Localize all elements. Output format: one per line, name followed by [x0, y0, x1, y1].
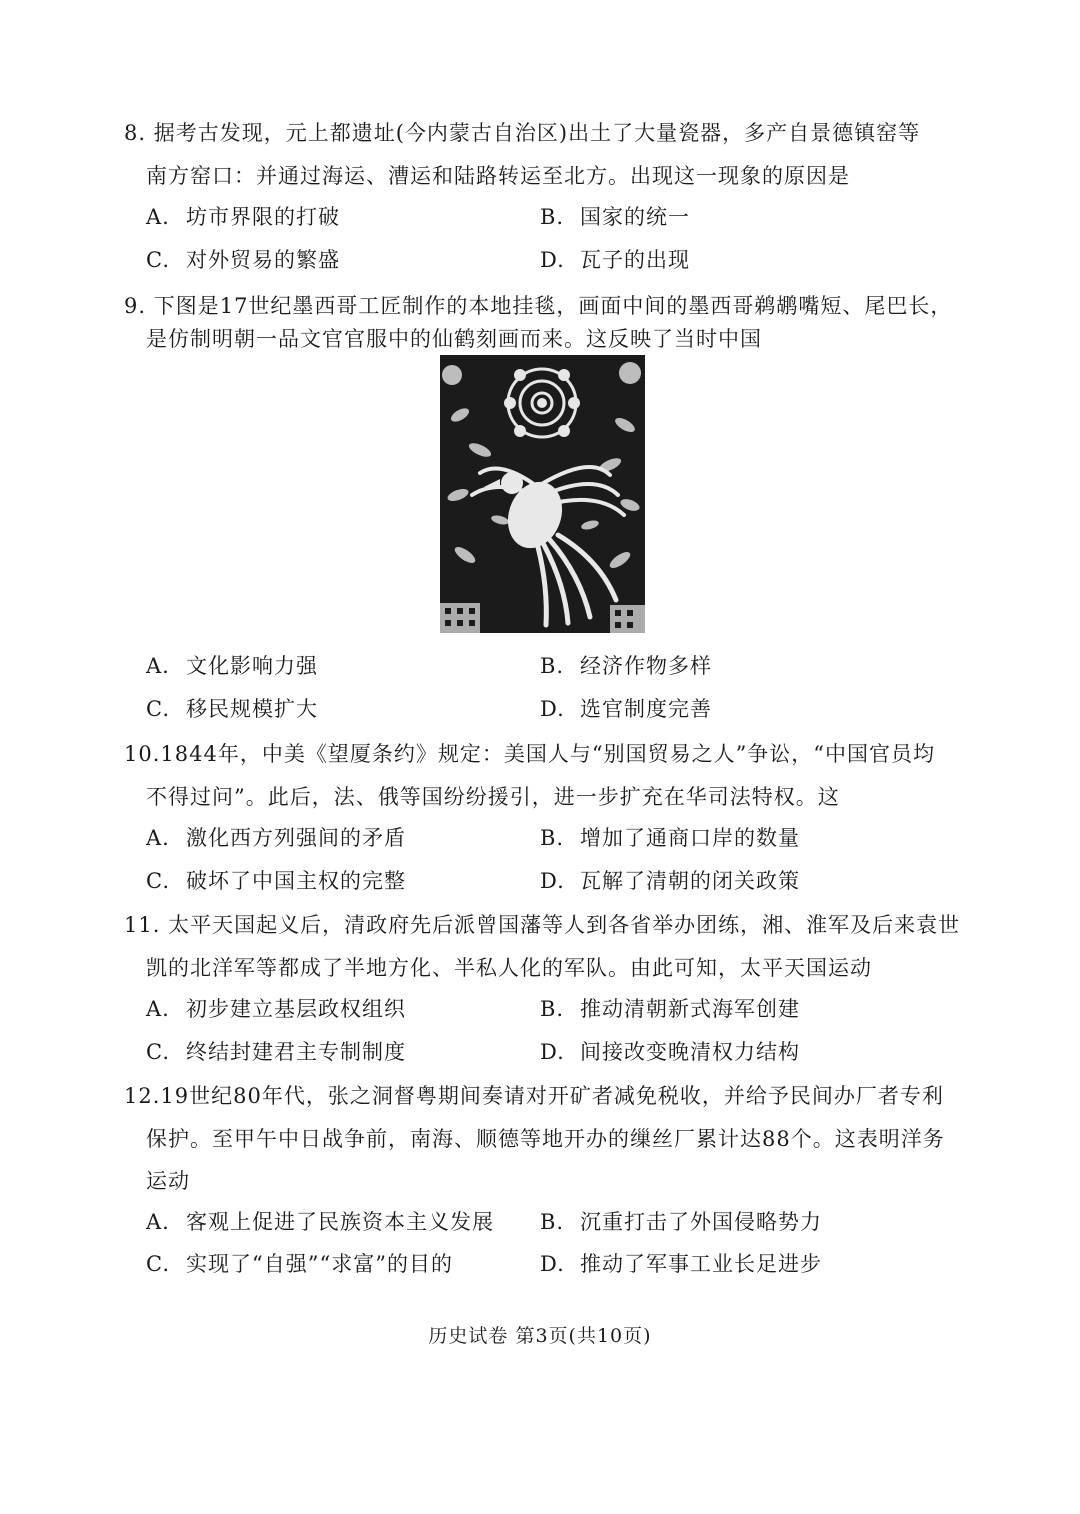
- q9-option-b: [540, 650, 712, 680]
- option-label: A.: [146, 997, 170, 1021]
- q8-option-d: [540, 244, 690, 274]
- option-text: 移民规模扩大: [186, 697, 318, 721]
- q11-option-a: [146, 993, 406, 1023]
- q12-option-b: [540, 1206, 822, 1236]
- q8-option-b: [540, 201, 690, 231]
- q10-option-d: [540, 865, 800, 895]
- q9-option-c: [146, 693, 318, 723]
- option-text: 瓦子的出现: [580, 248, 690, 272]
- q10-stem-line-1: 10.1844年，中美《望厦条约》规定：美国人与“别国贸易之人”争讼，“中国官员均: [124, 742, 936, 766]
- q12-stem-line-2: 保护。至甲午中日战争前，南海、顺德等地开办的缫丝厂累计达88个。这表明洋务: [146, 1127, 945, 1151]
- q9-stem-line-2: 是仿制明朝一品文官官服中的仙鹤刻画而来。这反映了当时中国: [146, 327, 762, 351]
- option-label: A.: [146, 1210, 170, 1234]
- option-text: 激化西方列强间的矛盾: [186, 826, 406, 850]
- option-text: 客观上促进了民族资本主义发展: [186, 1210, 494, 1234]
- option-text: 实现了“自强”“求富”的目的: [186, 1252, 453, 1276]
- option-label: C.: [146, 248, 170, 272]
- option-text: 沉重打击了外国侵略势力: [580, 1210, 822, 1234]
- option-text: 增加了通商口岸的数量: [580, 826, 800, 850]
- option-label: B.: [540, 997, 565, 1021]
- option-text: 间接改变晚清权力结构: [580, 1040, 800, 1064]
- q12-option-c: [146, 1248, 453, 1278]
- option-label: B.: [540, 205, 565, 229]
- option-text: 推动了军事工业长足进步: [580, 1252, 822, 1276]
- option-text: 对外贸易的繁盛: [186, 248, 340, 272]
- option-label: A.: [146, 826, 170, 850]
- option-label: C.: [146, 869, 170, 893]
- q10-option-a: [146, 822, 406, 852]
- option-label: D.: [540, 1040, 565, 1064]
- option-label: C.: [146, 1040, 170, 1064]
- q8-option-a: [146, 201, 340, 231]
- option-label: A.: [146, 205, 170, 229]
- page-footer: 历史试卷 第3页(共10页): [428, 1325, 652, 1347]
- q12-stem-line-3: 运动: [146, 1169, 190, 1193]
- q10-option-b: [540, 822, 800, 852]
- option-label: D.: [540, 248, 565, 272]
- q11-option-d: [540, 1036, 800, 1066]
- q11-stem-line-2: 凯的北洋军等都成了半地方化、半私人化的军队。由此可知，太平天国运动: [146, 956, 872, 980]
- option-label: D.: [540, 1252, 565, 1276]
- q11-option-c: [146, 1036, 406, 1066]
- option-label: A.: [146, 654, 170, 678]
- option-label: C.: [146, 697, 170, 721]
- option-text: 经济作物多样: [580, 654, 712, 678]
- q9-stem-line-1: 9. 下图是17世纪墨西哥工匠制作的本地挂毯，画面中间的墨西哥鹈鹕嘴短、尾巴长，: [124, 294, 953, 318]
- q9-option-d: [540, 693, 712, 723]
- q12-option-d: [540, 1248, 822, 1278]
- q9-option-a: [146, 650, 318, 680]
- q12-stem-line-1: 12.19世纪80年代，张之洞督粤期间奏请对开矿者减免税收，并给予民间办厂者专利: [124, 1084, 944, 1108]
- q11-stem-line-1: 11. 太平天国起义后，清政府先后派曾国藩等人到各省举办团练，湘、淮军及后来袁世: [124, 913, 961, 937]
- option-text: 坊市界限的打破: [186, 205, 340, 229]
- q8-stem-line-2: 南方窑口：并通过海运、漕运和陆路转运至北方。出现这一现象的原因是: [146, 164, 850, 188]
- q12-option-a: [146, 1206, 494, 1236]
- option-text: 初步建立基层政权组织: [186, 997, 406, 1021]
- option-text: 破坏了中国主权的完整: [186, 869, 406, 893]
- option-text: 推动清朝新式海军创建: [580, 997, 800, 1021]
- option-label: D.: [540, 697, 565, 721]
- option-label: B.: [540, 1210, 565, 1234]
- tapestry-image: [440, 355, 645, 633]
- option-text: 瓦解了清朝的闭关政策: [580, 869, 800, 893]
- q8-option-c: [146, 244, 340, 274]
- q10-stem-line-2: 不得过问”。此后，法、俄等国纷纷援引，进一步扩充在华司法特权。这: [146, 785, 840, 809]
- option-label: B.: [540, 826, 565, 850]
- option-text: 文化影响力强: [186, 654, 318, 678]
- option-text: 选官制度完善: [580, 697, 712, 721]
- q8-stem-line-1: 8. 据考古发现，元上都遗址(今内蒙古自治区)出土了大量瓷器，多产自景德镇窑等: [124, 121, 921, 145]
- q11-option-b: [540, 993, 800, 1023]
- option-label: B.: [540, 654, 565, 678]
- q10-option-c: [146, 865, 406, 895]
- tapestry-bird-illustration: [440, 355, 645, 633]
- option-text: 国家的统一: [580, 205, 690, 229]
- option-label: D.: [540, 869, 565, 893]
- option-text: 终结封建君主专制制度: [186, 1040, 406, 1064]
- option-label: C.: [146, 1252, 170, 1276]
